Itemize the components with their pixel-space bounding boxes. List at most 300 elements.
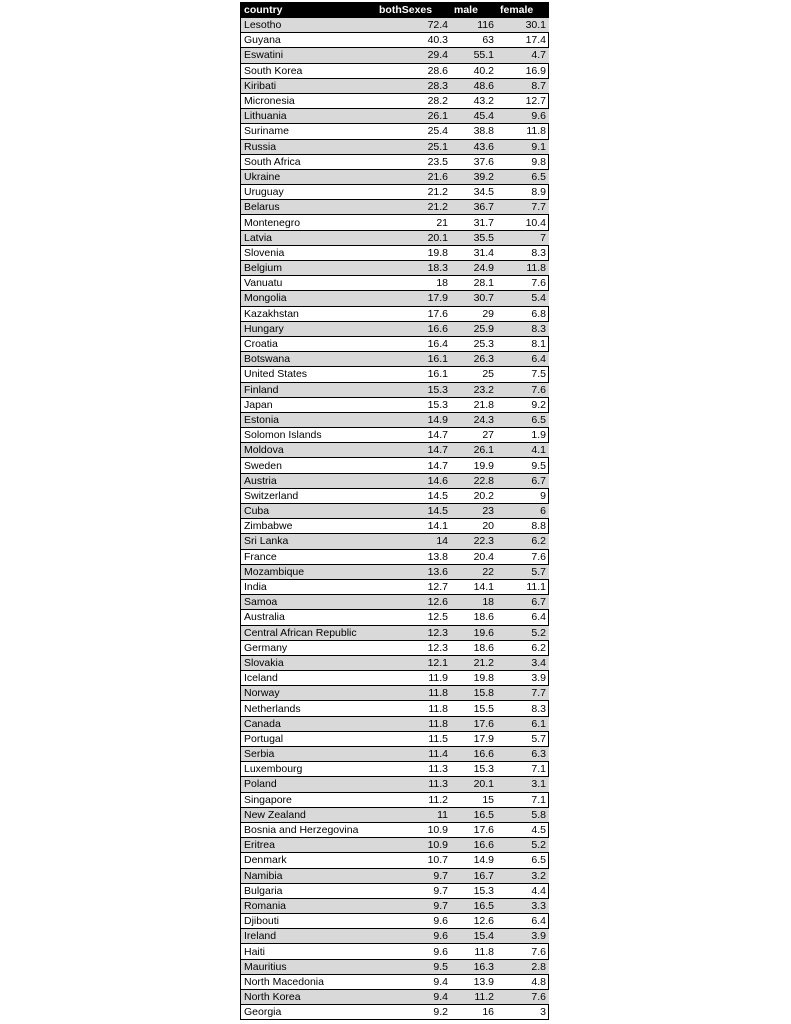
- cell-male: 15.5: [451, 701, 497, 716]
- cell-female: 5.2: [497, 838, 549, 853]
- cell-country: Latvia: [241, 230, 376, 245]
- cell-female: 7.6: [497, 990, 549, 1005]
- cell-country: Belarus: [241, 200, 376, 215]
- cell-country: Austria: [241, 473, 376, 488]
- cell-country: Solomon Islands: [241, 428, 376, 443]
- cell-bothsexes: 16.1: [376, 367, 451, 382]
- cell-bothsexes: 17.6: [376, 306, 451, 321]
- cell-male: 37.6: [451, 154, 497, 169]
- table-row: [241, 671, 549, 686]
- cell-bothsexes: 10.9: [376, 838, 451, 853]
- cell-bothsexes: 26.1: [376, 109, 451, 124]
- table-row: [241, 534, 549, 549]
- cell-male: 11.2: [451, 990, 497, 1005]
- cell-country: Montenegro: [241, 215, 376, 230]
- table-row: [241, 245, 549, 260]
- cell-male: 14.9: [451, 853, 497, 868]
- cell-country: Canada: [241, 716, 376, 731]
- table-row: [241, 898, 549, 913]
- cell-female: 7: [497, 230, 549, 245]
- cell-female: 6.4: [497, 610, 549, 625]
- cell-bothsexes: 9.7: [376, 868, 451, 883]
- cell-female: 6.4: [497, 914, 549, 929]
- cell-male: 38.8: [451, 124, 497, 139]
- table-row: [241, 33, 549, 48]
- cell-female: 6.8: [497, 306, 549, 321]
- cell-female: 3.9: [497, 929, 549, 944]
- cell-country: Mauritius: [241, 959, 376, 974]
- cell-bothsexes: 12.3: [376, 640, 451, 655]
- cell-bothsexes: 23.5: [376, 154, 451, 169]
- cell-bothsexes: 15.3: [376, 382, 451, 397]
- table-row: [241, 822, 549, 837]
- cell-female: 9.1: [497, 139, 549, 154]
- cell-male: 20.4: [451, 549, 497, 564]
- table-row: [241, 883, 549, 898]
- cell-country: Norway: [241, 686, 376, 701]
- header-row: [241, 3, 549, 18]
- table-row: [241, 974, 549, 989]
- table-row: [241, 944, 549, 959]
- cell-bothsexes: 11.8: [376, 701, 451, 716]
- cell-male: 55.1: [451, 48, 497, 63]
- cell-female: 6.1: [497, 716, 549, 731]
- table-row: [241, 215, 549, 230]
- cell-male: 63: [451, 33, 497, 48]
- cell-female: 4.7: [497, 48, 549, 63]
- cell-female: 9.8: [497, 154, 549, 169]
- cell-country: Botswana: [241, 352, 376, 367]
- cell-male: 19.6: [451, 625, 497, 640]
- table-row: [241, 564, 549, 579]
- cell-male: 24.9: [451, 261, 497, 276]
- cell-male: 20: [451, 519, 497, 534]
- table-row: [241, 959, 549, 974]
- cell-bothsexes: 11.3: [376, 762, 451, 777]
- cell-female: 6.7: [497, 595, 549, 610]
- cell-male: 25.3: [451, 336, 497, 351]
- table-row: [241, 655, 549, 670]
- cell-male: 23.2: [451, 382, 497, 397]
- table-row: [241, 124, 549, 139]
- cell-female: 9: [497, 488, 549, 503]
- header-bothsexes: bothSexes: [376, 3, 451, 18]
- cell-male: 22: [451, 564, 497, 579]
- cell-male: 18.6: [451, 640, 497, 655]
- cell-female: 8.7: [497, 78, 549, 93]
- cell-bothsexes: 9.4: [376, 974, 451, 989]
- cell-country: Moldova: [241, 443, 376, 458]
- cell-bothsexes: 14.5: [376, 504, 451, 519]
- cell-country: Iceland: [241, 671, 376, 686]
- cell-male: 30.7: [451, 291, 497, 306]
- cell-bothsexes: 10.9: [376, 822, 451, 837]
- table-row: [241, 18, 549, 33]
- cell-male: 17.6: [451, 822, 497, 837]
- cell-male: 26.1: [451, 443, 497, 458]
- cell-country: Djibouti: [241, 914, 376, 929]
- cell-bothsexes: 9.6: [376, 914, 451, 929]
- table-row: [241, 261, 549, 276]
- cell-male: 15.3: [451, 883, 497, 898]
- cell-female: 6.4: [497, 352, 549, 367]
- table-row: [241, 428, 549, 443]
- cell-country: Namibia: [241, 868, 376, 883]
- table-row: [241, 185, 549, 200]
- cell-male: 18.6: [451, 610, 497, 625]
- table-row: [241, 63, 549, 78]
- cell-female: 1.9: [497, 428, 549, 443]
- cell-country: Samoa: [241, 595, 376, 610]
- cell-male: 15.3: [451, 762, 497, 777]
- cell-country: Hungary: [241, 321, 376, 336]
- cell-country: Lithuania: [241, 109, 376, 124]
- cell-female: 4.8: [497, 974, 549, 989]
- cell-bothsexes: 13.8: [376, 549, 451, 564]
- cell-female: 7.6: [497, 382, 549, 397]
- table-row: [241, 397, 549, 412]
- cell-male: 28.1: [451, 276, 497, 291]
- cell-bothsexes: 14.7: [376, 458, 451, 473]
- cell-country: Suriname: [241, 124, 376, 139]
- cell-female: 8.3: [497, 701, 549, 716]
- cell-female: 9.2: [497, 397, 549, 412]
- table-row: [241, 838, 549, 853]
- cell-male: 17.9: [451, 731, 497, 746]
- cell-bothsexes: 9.4: [376, 990, 451, 1005]
- data-table-container: [240, 2, 549, 1020]
- cell-bothsexes: 14.5: [376, 488, 451, 503]
- table-row: [241, 336, 549, 351]
- cell-bothsexes: 12.3: [376, 625, 451, 640]
- cell-bothsexes: 28.2: [376, 93, 451, 108]
- cell-bothsexes: 21: [376, 215, 451, 230]
- table-row: [241, 716, 549, 731]
- cell-male: 26.3: [451, 352, 497, 367]
- cell-bothsexes: 28.3: [376, 78, 451, 93]
- cell-bothsexes: 11.8: [376, 716, 451, 731]
- cell-bothsexes: 9.6: [376, 929, 451, 944]
- cell-male: 15.4: [451, 929, 497, 944]
- cell-country: Russia: [241, 139, 376, 154]
- cell-female: 7.7: [497, 200, 549, 215]
- cell-country: Romania: [241, 898, 376, 913]
- table-row: [241, 48, 549, 63]
- cell-female: 6.2: [497, 534, 549, 549]
- cell-male: 45.4: [451, 109, 497, 124]
- cell-male: 22.3: [451, 534, 497, 549]
- cell-male: 21.2: [451, 655, 497, 670]
- cell-bothsexes: 11.8: [376, 686, 451, 701]
- cell-male: 23: [451, 504, 497, 519]
- table-row: [241, 929, 549, 944]
- cell-country: North Korea: [241, 990, 376, 1005]
- cell-bothsexes: 16.1: [376, 352, 451, 367]
- cell-female: 6: [497, 504, 549, 519]
- header-male: male: [451, 3, 497, 18]
- cell-female: 11.8: [497, 124, 549, 139]
- cell-female: 8.3: [497, 245, 549, 260]
- cell-female: 12.7: [497, 93, 549, 108]
- cell-country: Zimbabwe: [241, 519, 376, 534]
- cell-bothsexes: 11: [376, 807, 451, 822]
- cell-male: 15: [451, 792, 497, 807]
- table-row: [241, 443, 549, 458]
- cell-bothsexes: 14: [376, 534, 451, 549]
- cell-bothsexes: 18: [376, 276, 451, 291]
- cell-female: 5.7: [497, 564, 549, 579]
- cell-female: 7.1: [497, 762, 549, 777]
- cell-country: Bosnia and Herzegovina: [241, 822, 376, 837]
- cell-male: 116: [451, 18, 497, 33]
- cell-female: 6.2: [497, 640, 549, 655]
- cell-bothsexes: 21.2: [376, 200, 451, 215]
- cell-bothsexes: 12.7: [376, 579, 451, 594]
- table-row: [241, 807, 549, 822]
- cell-country: United States: [241, 367, 376, 382]
- cell-country: Australia: [241, 610, 376, 625]
- table-row: [241, 78, 549, 93]
- cell-country: Uruguay: [241, 185, 376, 200]
- cell-bothsexes: 15.3: [376, 397, 451, 412]
- cell-male: 16.7: [451, 868, 497, 883]
- cell-male: 39.2: [451, 169, 497, 184]
- cell-female: 5.4: [497, 291, 549, 306]
- cell-female: 8.1: [497, 336, 549, 351]
- table-row: [241, 990, 549, 1005]
- cell-male: 27: [451, 428, 497, 443]
- cell-country: Estonia: [241, 412, 376, 427]
- cell-country: Poland: [241, 777, 376, 792]
- table-row: [241, 93, 549, 108]
- table-row: [241, 625, 549, 640]
- cell-country: Kiribati: [241, 78, 376, 93]
- cell-country: Slovakia: [241, 655, 376, 670]
- cell-female: 9.5: [497, 458, 549, 473]
- cell-country: Kazakhstan: [241, 306, 376, 321]
- cell-bothsexes: 9.6: [376, 944, 451, 959]
- data-table: [241, 3, 549, 1019]
- cell-female: 6.3: [497, 747, 549, 762]
- cell-female: 6.5: [497, 412, 549, 427]
- cell-female: 7.6: [497, 944, 549, 959]
- cell-country: Switzerland: [241, 488, 376, 503]
- cell-bothsexes: 16.4: [376, 336, 451, 351]
- cell-female: 3.1: [497, 777, 549, 792]
- cell-male: 17.6: [451, 716, 497, 731]
- cell-country: Croatia: [241, 336, 376, 351]
- table-row: [241, 747, 549, 762]
- cell-country: Singapore: [241, 792, 376, 807]
- cell-bothsexes: 19.8: [376, 245, 451, 260]
- cell-bothsexes: 14.9: [376, 412, 451, 427]
- cell-country: North Macedonia: [241, 974, 376, 989]
- cell-male: 16.5: [451, 807, 497, 822]
- table-row: [241, 230, 549, 245]
- cell-male: 11.8: [451, 944, 497, 959]
- cell-male: 31.4: [451, 245, 497, 260]
- cell-country: South Korea: [241, 63, 376, 78]
- cell-male: 24.3: [451, 412, 497, 427]
- cell-bothsexes: 14.6: [376, 473, 451, 488]
- cell-country: Mongolia: [241, 291, 376, 306]
- cell-country: Guyana: [241, 33, 376, 48]
- cell-female: 3.9: [497, 671, 549, 686]
- cell-female: 5.8: [497, 807, 549, 822]
- cell-female: 3.4: [497, 655, 549, 670]
- cell-country: Ukraine: [241, 169, 376, 184]
- cell-female: 11.8: [497, 261, 549, 276]
- cell-country: Ireland: [241, 929, 376, 944]
- cell-male: 35.5: [451, 230, 497, 245]
- table-row: [241, 367, 549, 382]
- cell-female: 4.5: [497, 822, 549, 837]
- cell-bothsexes: 12.1: [376, 655, 451, 670]
- cell-country: Luxembourg: [241, 762, 376, 777]
- cell-bothsexes: 12.6: [376, 595, 451, 610]
- cell-bothsexes: 11.9: [376, 671, 451, 686]
- cell-female: 16.9: [497, 63, 549, 78]
- cell-country: Lesotho: [241, 18, 376, 33]
- cell-bothsexes: 9.7: [376, 898, 451, 913]
- cell-country: Germany: [241, 640, 376, 655]
- cell-female: 17.4: [497, 33, 549, 48]
- cell-female: 2.8: [497, 959, 549, 974]
- header-female: female: [497, 3, 549, 18]
- table-row: [241, 792, 549, 807]
- cell-female: 5.7: [497, 731, 549, 746]
- cell-country: Sweden: [241, 458, 376, 473]
- cell-bothsexes: 20.1: [376, 230, 451, 245]
- cell-bothsexes: 12.5: [376, 610, 451, 625]
- table-row: [241, 488, 549, 503]
- cell-female: 3.2: [497, 868, 549, 883]
- cell-country: India: [241, 579, 376, 594]
- cell-country: New Zealand: [241, 807, 376, 822]
- cell-female: 3: [497, 1005, 549, 1020]
- cell-female: 6.5: [497, 853, 549, 868]
- cell-male: 13.9: [451, 974, 497, 989]
- cell-female: 7.5: [497, 367, 549, 382]
- cell-country: Haiti: [241, 944, 376, 959]
- cell-bothsexes: 25.4: [376, 124, 451, 139]
- cell-female: 7.7: [497, 686, 549, 701]
- table-row: [241, 701, 549, 716]
- table-row: [241, 519, 549, 534]
- cell-bothsexes: 9.2: [376, 1005, 451, 1020]
- cell-male: 16: [451, 1005, 497, 1020]
- table-row: [241, 458, 549, 473]
- cell-female: 8.3: [497, 321, 549, 336]
- cell-male: 20.1: [451, 777, 497, 792]
- cell-country: Eritrea: [241, 838, 376, 853]
- cell-female: 7.1: [497, 792, 549, 807]
- cell-bothsexes: 14.7: [376, 443, 451, 458]
- table-row: [241, 777, 549, 792]
- cell-country: Sri Lanka: [241, 534, 376, 549]
- table-row: [241, 1005, 549, 1020]
- cell-country: Mozambique: [241, 564, 376, 579]
- cell-country: Bulgaria: [241, 883, 376, 898]
- cell-country: France: [241, 549, 376, 564]
- cell-male: 43.6: [451, 139, 497, 154]
- table-row: [241, 686, 549, 701]
- cell-male: 40.2: [451, 63, 497, 78]
- cell-bothsexes: 29.4: [376, 48, 451, 63]
- cell-bothsexes: 72.4: [376, 18, 451, 33]
- cell-country: Portugal: [241, 731, 376, 746]
- table-row: [241, 549, 549, 564]
- cell-bothsexes: 9.7: [376, 883, 451, 898]
- cell-bothsexes: 16.6: [376, 321, 451, 336]
- cell-male: 25: [451, 367, 497, 382]
- cell-country: South Africa: [241, 154, 376, 169]
- cell-bothsexes: 28.6: [376, 63, 451, 78]
- cell-bothsexes: 9.5: [376, 959, 451, 974]
- cell-bothsexes: 11.5: [376, 731, 451, 746]
- table-row: [241, 473, 549, 488]
- table-row: [241, 762, 549, 777]
- table-row: [241, 306, 549, 321]
- table-row: [241, 291, 549, 306]
- cell-male: 19.9: [451, 458, 497, 473]
- table-row: [241, 382, 549, 397]
- cell-male: 48.6: [451, 78, 497, 93]
- cell-male: 20.2: [451, 488, 497, 503]
- cell-bothsexes: 11.3: [376, 777, 451, 792]
- cell-country: Eswatini: [241, 48, 376, 63]
- cell-male: 29: [451, 306, 497, 321]
- cell-country: Japan: [241, 397, 376, 412]
- cell-male: 14.1: [451, 579, 497, 594]
- table-row: [241, 640, 549, 655]
- table-row: [241, 595, 549, 610]
- cell-female: 11.1: [497, 579, 549, 594]
- cell-male: 21.8: [451, 397, 497, 412]
- cell-bothsexes: 17.9: [376, 291, 451, 306]
- cell-country: Netherlands: [241, 701, 376, 716]
- cell-bothsexes: 13.6: [376, 564, 451, 579]
- cell-male: 16.6: [451, 747, 497, 762]
- table-row: [241, 321, 549, 336]
- cell-bothsexes: 40.3: [376, 33, 451, 48]
- cell-country: Slovenia: [241, 245, 376, 260]
- table-row: [241, 154, 549, 169]
- cell-male: 12.6: [451, 914, 497, 929]
- cell-female: 3.3: [497, 898, 549, 913]
- cell-female: 30.1: [497, 18, 549, 33]
- cell-country: Cuba: [241, 504, 376, 519]
- cell-male: 25.9: [451, 321, 497, 336]
- table-row: [241, 200, 549, 215]
- table-row: [241, 139, 549, 154]
- cell-female: 8.9: [497, 185, 549, 200]
- cell-female: 7.6: [497, 549, 549, 564]
- cell-country: Vanuatu: [241, 276, 376, 291]
- cell-male: 43.2: [451, 93, 497, 108]
- cell-female: 8.8: [497, 519, 549, 534]
- table-row: [241, 914, 549, 929]
- cell-country: Micronesia: [241, 93, 376, 108]
- cell-male: 31.7: [451, 215, 497, 230]
- table-row: [241, 610, 549, 625]
- cell-bothsexes: 21.6: [376, 169, 451, 184]
- cell-male: 36.7: [451, 200, 497, 215]
- cell-male: 15.8: [451, 686, 497, 701]
- cell-bothsexes: 11.4: [376, 747, 451, 762]
- table-body: [241, 18, 549, 1020]
- table-row: [241, 352, 549, 367]
